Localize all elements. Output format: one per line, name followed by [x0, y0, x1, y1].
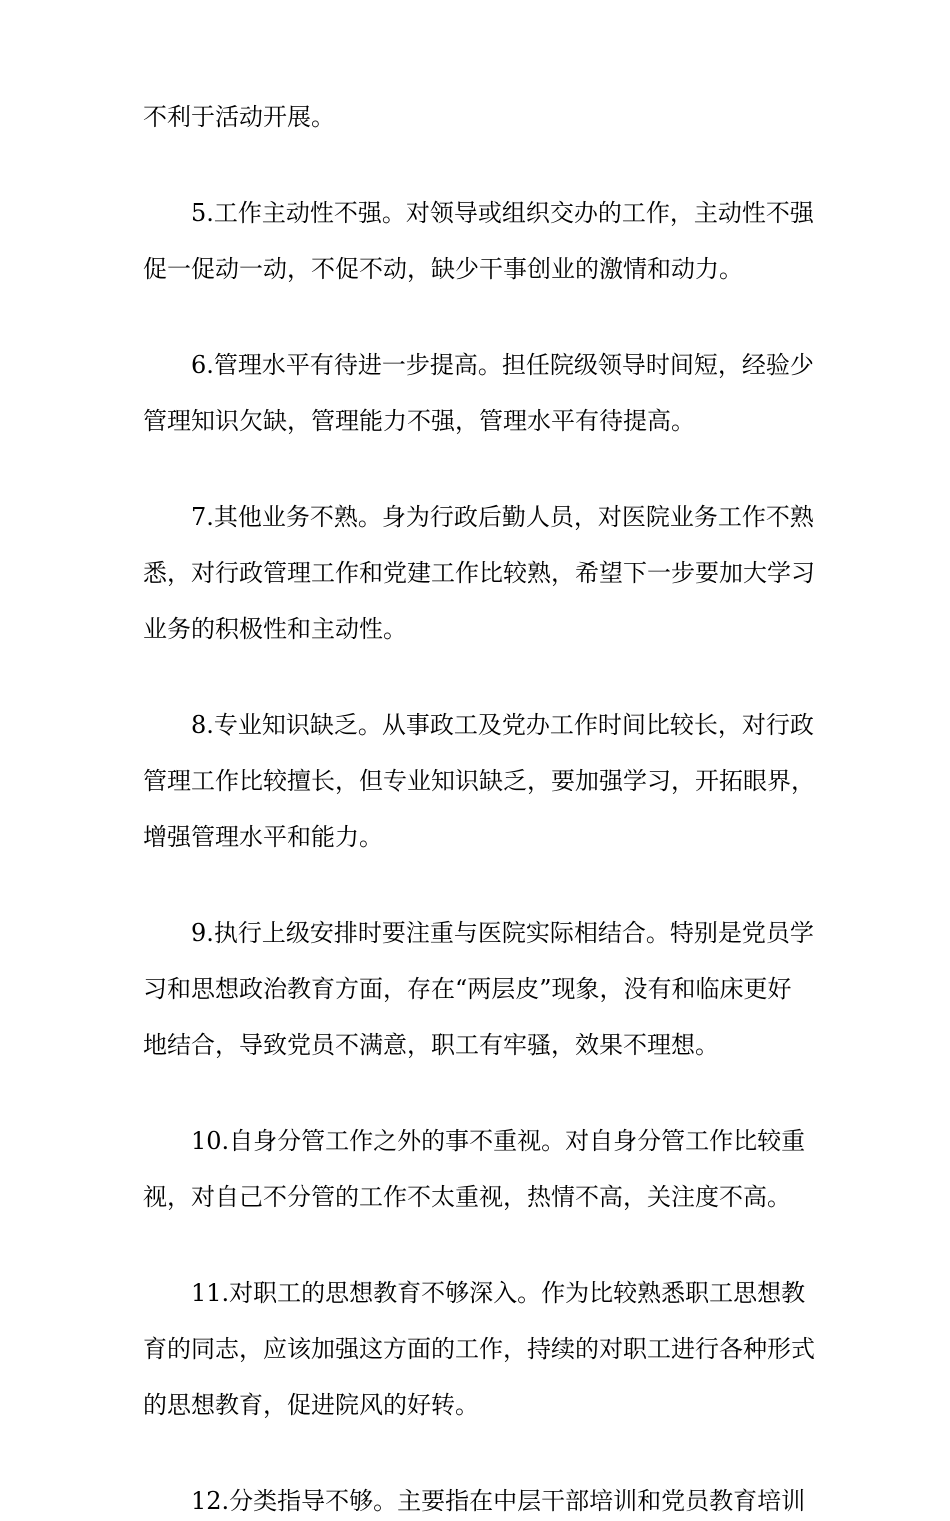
paragraph-6-line-2: 习和思想政治教育方面，存在“两层皮”现象，没有和临床更好	[143, 975, 792, 1003]
paragraph-6-line-3: 地结合，导致党员不满意，职工有牢骚，效果不理想。	[143, 1031, 719, 1059]
paragraph-2-line-2: 促一促动一动，不促不动，缺少干事创业的激情和动力。	[143, 255, 743, 283]
paragraph-8-line-3: 的思想教育，促进院风的好转。	[143, 1391, 479, 1419]
paragraph-8-line-1: 11.对职工的思想教育不够深入。作为比较熟悉职工思想教	[191, 1279, 806, 1307]
paragraph-9-line-1: 12.分类指导不够。主要指在中层干部培训和党员教育培训	[191, 1487, 806, 1515]
paragraph-7-line-2: 视，对自己不分管的工作不太重视，热情不高，关注度不高。	[143, 1183, 791, 1211]
paragraph-4-line-3: 业务的积极性和主动性。	[143, 615, 407, 643]
paragraph-7-line-1: 10.自身分管工作之外的事不重视。对自身分管工作比较重	[191, 1127, 806, 1155]
paragraph-3-line-1: 6.管理水平有待进一步提高。担任院级领导时间短，经验少	[191, 351, 814, 379]
paragraph-4-line-2: 悉，对行政管理工作和党建工作比较熟，希望下一步要加大学习	[143, 559, 815, 587]
paragraph-5-line-2: 管理工作比较擅长，但专业知识缺乏，要加强学习，开拓眼界，	[143, 767, 815, 795]
paragraph-5-line-3: 增强管理水平和能力。	[143, 823, 383, 851]
paragraph-3-line-2: 管理知识欠缺，管理能力不强，管理水平有待提高。	[143, 407, 695, 435]
paragraph-4-line-1: 7.其他业务不熟。身为行政后勤人员，对医院业务工作不熟	[191, 503, 814, 531]
paragraph-2-line-1: 5.工作主动性不强。对领导或组织交办的工作，主动性不强	[191, 199, 814, 227]
paragraph-5-line-1: 8.专业知识缺乏。从事政工及党办工作时间比较长，对行政	[191, 711, 814, 739]
paragraph-8-line-2: 育的同志，应该加强这方面的工作，持续的对职工进行各种形式	[143, 1335, 815, 1363]
paragraph-1-line-1: 不利于活动开展。	[143, 103, 335, 131]
paragraph-6-line-1: 9.执行上级安排时要注重与医院实际相结合。特别是党员学	[191, 919, 814, 947]
